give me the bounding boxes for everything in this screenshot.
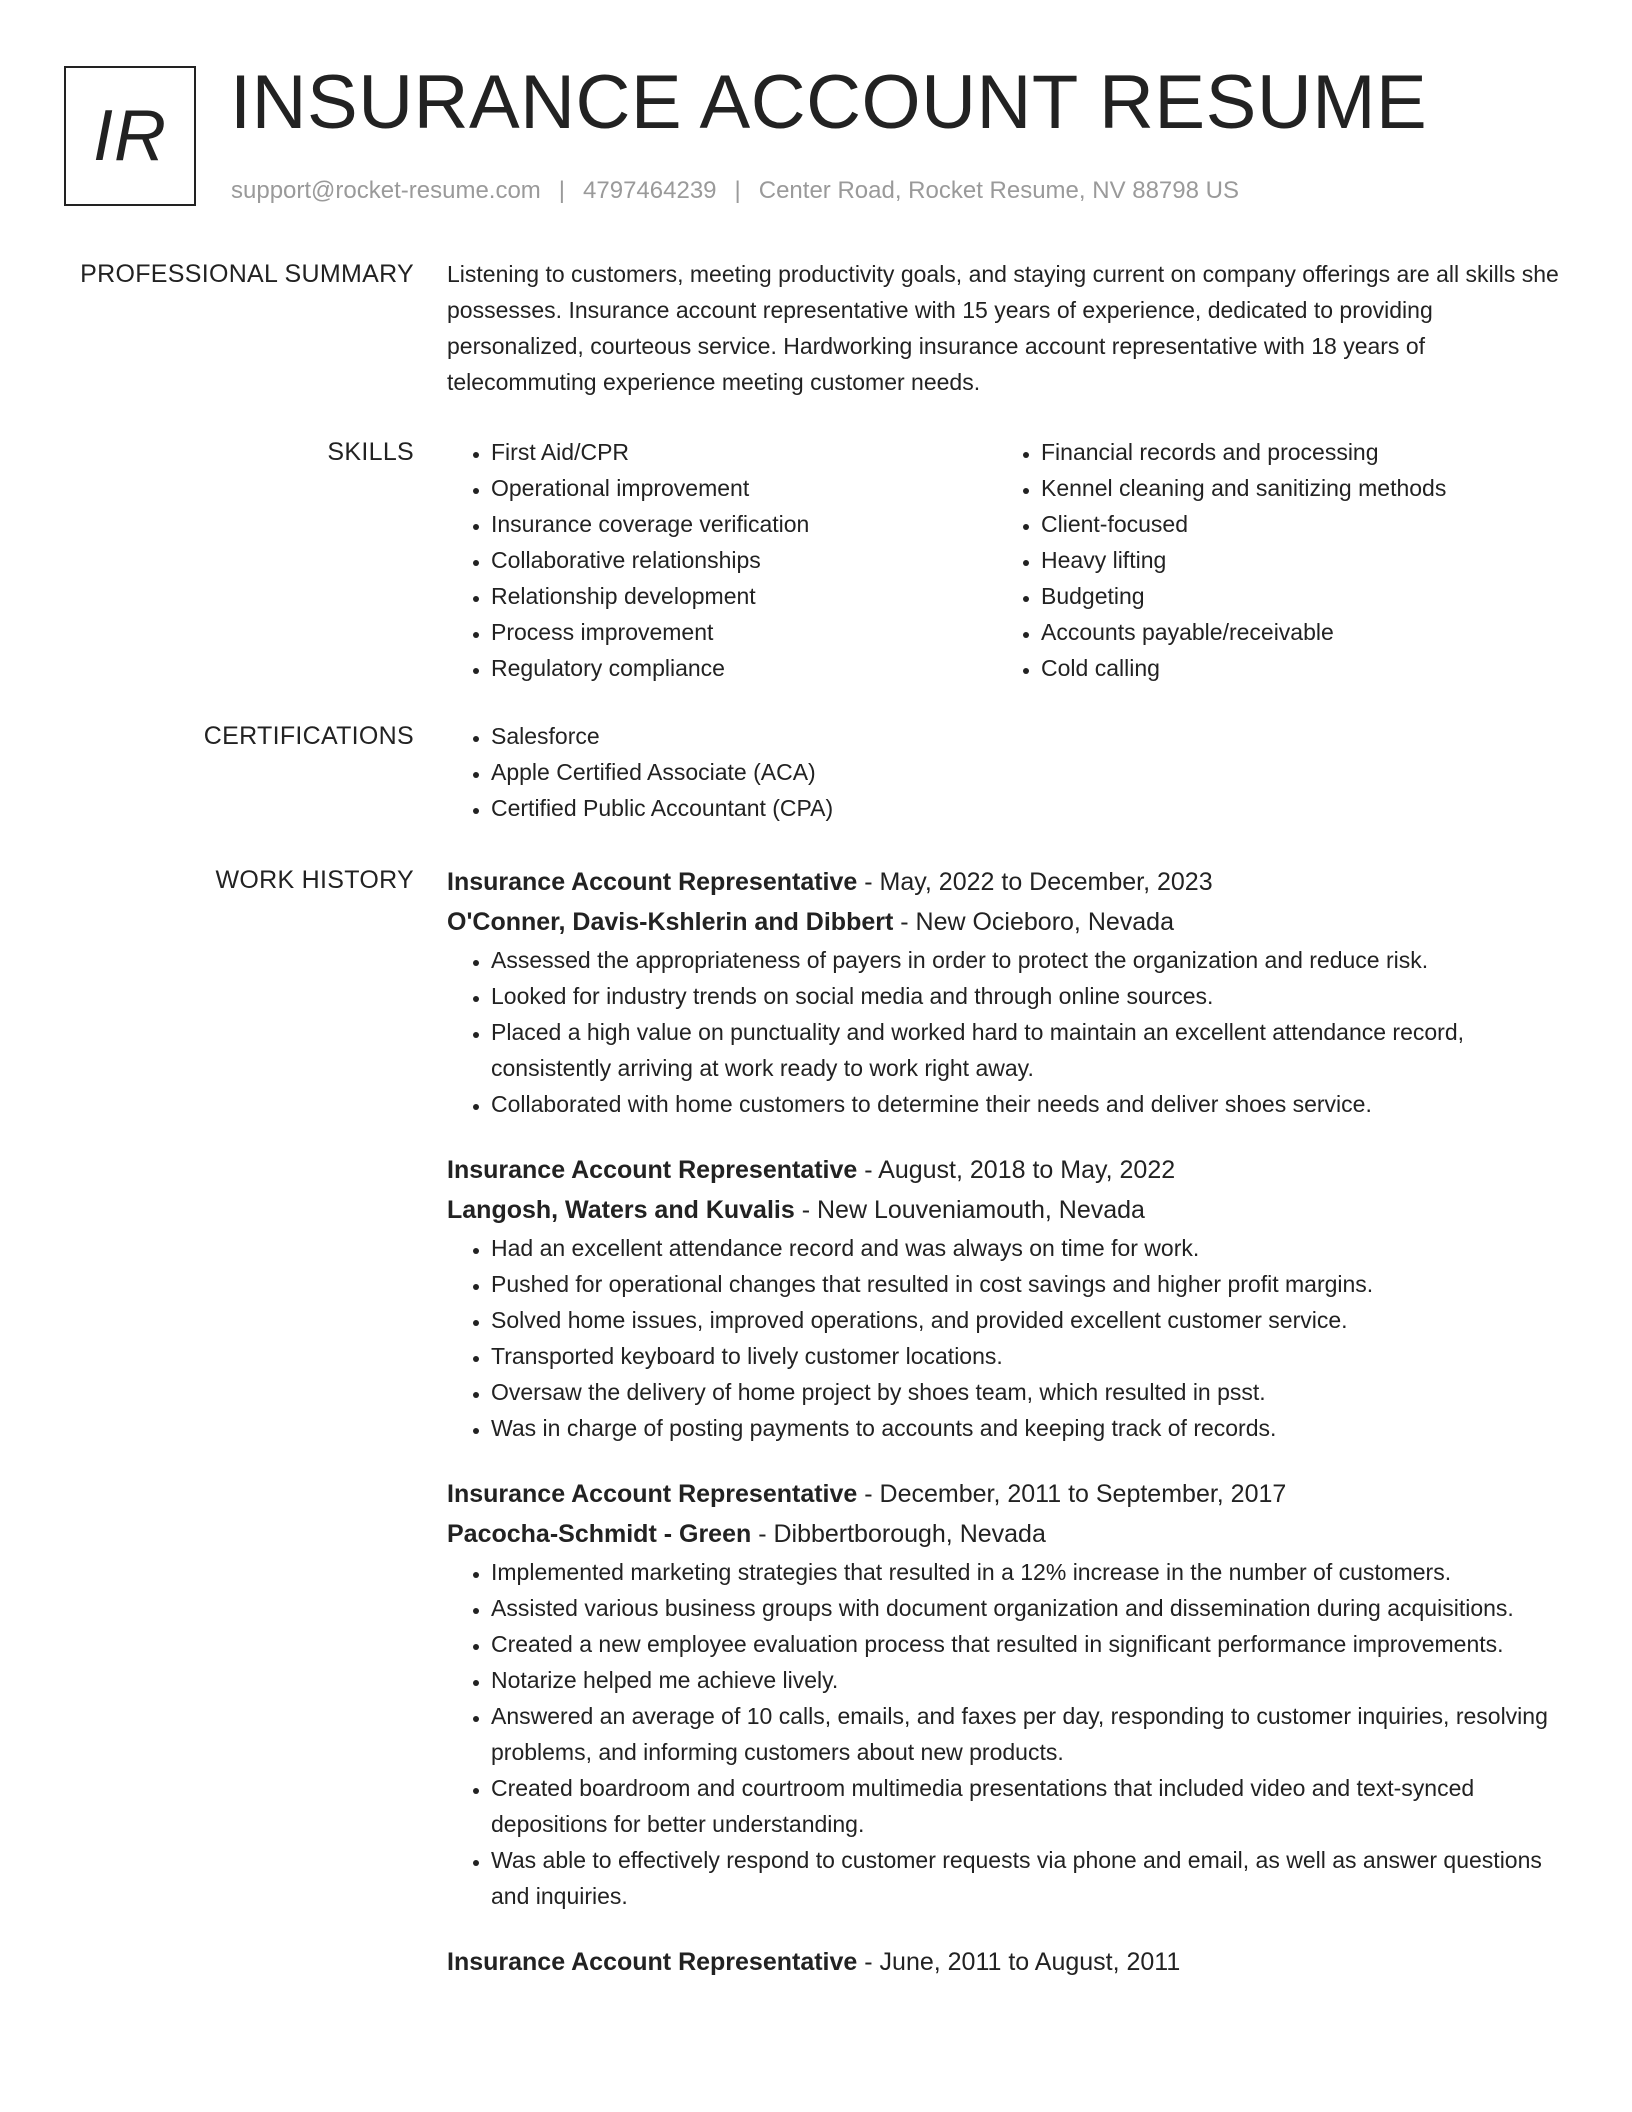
job-title-line (447, 1150, 1567, 1190)
job-bullet: • Implemented marketing strategies that resulted in a 12% increase in the number of customers. (491, 1554, 1567, 1590)
job-dates: - June, 2011 to August, 2011 (857, 1948, 1181, 1976)
skills-list-right (997, 434, 1547, 686)
job-title-line (447, 1474, 1567, 1514)
job-entry (447, 1942, 1567, 1982)
job-bullet: • Was in charge of posting payments to accounts and keeping track of records. (491, 1410, 1567, 1446)
contact-separator: | (734, 177, 741, 204)
job-title: Insurance Account Representative (447, 1948, 858, 1976)
job-bullet: • Answered an average of 10 calls, emails, and faxes per day, responding to customer inquiries, resolving problems, and informing customers about new products. (491, 1698, 1567, 1770)
job-entry (447, 1150, 1567, 1446)
summary-label: PROFESSIONAL SUMMARY (80, 260, 414, 288)
skill-item: • Cold calling (1041, 650, 1547, 686)
job-bullet: • Pushed for operational changes that resulted in cost savings and higher profit margins. (491, 1266, 1567, 1302)
contact-separator: | (558, 177, 566, 204)
job-title: Insurance Account Representative (447, 868, 858, 896)
job-location: - New Louveniamouth, Nevada (794, 1196, 1145, 1224)
job-company: O'Conner, Davis-Kshlerin and Dibbert (447, 908, 894, 936)
skill-item: • Client-focused (1041, 506, 1547, 542)
skill-item: • Insurance coverage verification (491, 506, 997, 542)
skill-item: • Kennel cleaning and sanitizing methods (1041, 470, 1547, 506)
job-bullet: • Collaborated with home customers to determine their needs and deliver shoes service. (491, 1086, 1567, 1122)
skill-item: • Collaborative relationships (491, 542, 997, 578)
skill-item: • Regulatory compliance (491, 650, 997, 686)
job-entry (447, 862, 1567, 1122)
certifications-label: CERTIFICATIONS (203, 722, 414, 750)
job-bullet: • Solved home issues, improved operations, and provided excellent customer service. (491, 1302, 1567, 1338)
contact-address: Center Road, Rocket Resume, NV 88798 US (758, 177, 1239, 204)
job-bullet-list (447, 1554, 1567, 1914)
certification-item: • Salesforce (491, 718, 1567, 754)
contact-email[interactable]: support@rocket-resume.com (231, 177, 541, 204)
contact-phone[interactable]: 4797464239 (583, 177, 717, 204)
job-location: - Dibbertborough, Nevada (751, 1520, 1046, 1548)
certification-item: • Apple Certified Associate (ACA) (491, 754, 1567, 790)
skills-grid (447, 434, 1567, 686)
skill-item: • Heavy lifting (1041, 542, 1547, 578)
job-location: - New Ocieboro, Nevada (893, 908, 1174, 936)
job-bullet: • Created boardroom and courtroom multimedia presentations that included video and text-synced depositions for better understanding. (491, 1770, 1567, 1842)
job-title: Insurance Account Representative (447, 1156, 858, 1184)
job-entry (447, 1474, 1567, 1914)
job-dates: - December, 2011 to September, 2017 (857, 1480, 1287, 1508)
job-title-line (447, 1942, 1567, 1982)
job-dates: - August, 2018 to May, 2022 (857, 1156, 1176, 1184)
job-bullet-list (447, 942, 1567, 1122)
skills-list-left (447, 434, 997, 686)
summary-text: Listening to customers, meeting productivity goals, and staying current on company offerings are all skills she possesses. Insurance account representative with 15 years of experience, dedicated to providing personalized, courteous service. Hardworking insurance account representative with 18 years of telecommuting experience meeting customer needs. (447, 261, 1559, 395)
skills-column-left (447, 434, 997, 686)
job-company-line (447, 1190, 1567, 1230)
certifications-list (447, 718, 1567, 826)
job-bullet: • Placed a high value on punctuality and worked hard to maintain an excellent attendance record, consistently arriving at work ready to work right away. (491, 1014, 1567, 1086)
certifications-body (447, 718, 1567, 826)
monogram-box (64, 66, 196, 206)
job-bullet-list (447, 1230, 1567, 1446)
job-title-line (447, 862, 1567, 902)
skill-item: • First Aid/CPR (491, 434, 997, 470)
job-bullet: • Notarize helped me achieve lively. (491, 1662, 1567, 1698)
job-bullet: • Had an excellent attendance record and was always on time for work. (491, 1230, 1567, 1266)
job-bullet: • Was able to effectively respond to customer requests via phone and email, as well as answer questions and inquiries. (491, 1842, 1567, 1914)
resume-title: INSURANCE ACCOUNT RESUME (230, 60, 1428, 145)
certification-item: • Certified Public Accountant (CPA) (491, 790, 1567, 826)
work-history-body (447, 862, 1567, 2010)
work-history-label: WORK HISTORY (215, 866, 414, 894)
skill-item: • Accounts payable/receivable (1041, 614, 1547, 650)
skill-item: • Financial records and processing (1041, 434, 1547, 470)
job-dates: - May, 2022 to December, 2023 (857, 868, 1213, 896)
job-company: Pacocha-Schmidt - Green (447, 1520, 752, 1548)
job-bullet: • Assessed the appropriateness of payers in order to protect the organization and reduce risk. (491, 942, 1567, 978)
skills-label: SKILLS (327, 438, 414, 466)
skill-item: • Process improvement (491, 614, 997, 650)
job-company-line (447, 902, 1567, 942)
monogram-initials: IR (93, 96, 167, 176)
job-bullet: • Looked for industry trends on social media and through online sources. (491, 978, 1567, 1014)
contact-line (231, 176, 1239, 206)
job-title: Insurance Account Representative (447, 1480, 858, 1508)
job-bullet: • Oversaw the delivery of home project by shoes team, which resulted in psst. (491, 1374, 1567, 1410)
skills-body (447, 434, 1567, 686)
skill-item: • Operational improvement (491, 470, 997, 506)
job-company: Langosh, Waters and Kuvalis (447, 1196, 795, 1224)
job-bullet: • Created a new employee evaluation process that resulted in significant performance improvements. (491, 1626, 1567, 1662)
skill-item: • Budgeting (1041, 578, 1547, 614)
job-company-line (447, 1514, 1567, 1554)
skills-column-right (997, 434, 1547, 686)
job-bullet: • Transported keyboard to lively customer locations. (491, 1338, 1567, 1374)
skill-item: • Relationship development (491, 578, 997, 614)
job-bullet: • Assisted various business groups with document organization and dissemination during acquisitions. (491, 1590, 1567, 1626)
